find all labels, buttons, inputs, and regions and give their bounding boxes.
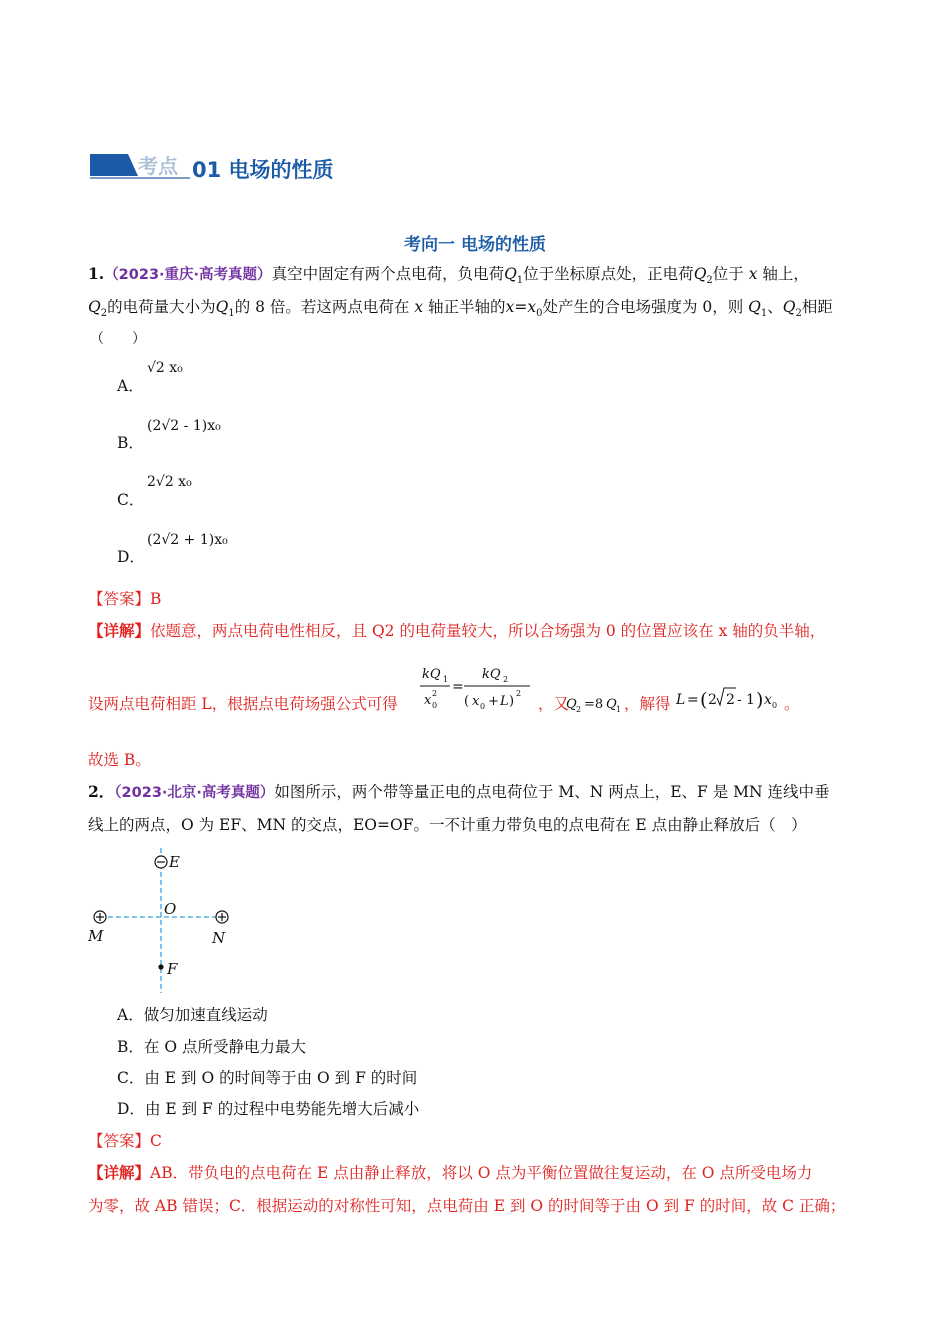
q1-detail-again: ，又	[538, 695, 570, 713]
svg-text:(: (	[700, 689, 708, 711]
q2-figure	[86, 848, 246, 994]
q2-option-d: D．由 E 到 F 的过程中电势能先增大后减小	[117, 1100, 420, 1118]
q1-conclusion: 故选 B。	[88, 751, 151, 769]
q1-option-d: D． (2√2 + 1)x₀	[117, 532, 228, 566]
negative-charge-icon	[155, 856, 167, 868]
svg-text:2: 2	[708, 692, 717, 708]
svg-text:2: 2	[726, 692, 735, 708]
q2-option-a: A．做匀加速直线运动	[117, 1006, 268, 1024]
svg-text:): )	[509, 694, 515, 709]
subsection-title: 考向一 电场的性质	[404, 235, 546, 255]
section-kaodian-label: 考点	[138, 154, 178, 178]
label-n: N	[212, 929, 226, 947]
section-title: 01 电场的性质	[192, 158, 334, 182]
svg-text:L: L	[500, 694, 509, 709]
q1-source: （2023·重庆·高考真题）	[104, 267, 272, 283]
svg-text:Q: Q	[606, 697, 617, 712]
q1-option-a-expr: √2 x₀	[147, 360, 183, 376]
q1-option-c-expr: 2√2 x₀	[147, 474, 192, 490]
q1-option-a: A． √2 x₀	[117, 360, 183, 395]
q1-detail-line2: 设两点电荷相距 L，根据点电荷场强公式可得	[88, 695, 398, 713]
svg-text:1: 1	[746, 692, 755, 708]
svg-text:Q: Q	[566, 697, 577, 712]
q1-paren: （ ）	[90, 331, 146, 347]
svg-text:+: +	[488, 694, 499, 709]
q1-option-d-expr: (2√2 + 1)x₀	[147, 532, 228, 548]
label-o: O	[164, 900, 177, 918]
q1-result-formula	[676, 684, 784, 714]
q1-line1: 1.（2023·重庆·高考真题）真空中固定有两个点电荷，负电荷$Q_1$位于坐标原点处，正电荷$Q_2$位于 x 轴上，	[88, 264, 809, 287]
svg-text:1: 1	[616, 705, 622, 714]
svg-text:2: 2	[576, 705, 582, 714]
svg-text:2: 2	[432, 689, 438, 698]
svg-text:kQ: kQ	[422, 667, 441, 682]
q2-detail-line2: 为零，故 AB 错误；C．根据运动的对称性可知，点电荷由 E 到 O 的时间等于由 O 到 F 的时间，故 C 正确；	[88, 1197, 846, 1215]
svg-text:0: 0	[432, 701, 438, 710]
q1-detail-line1: 【详解】依题意，两点电荷电性相反，且 Q2 的电荷量较大，所以合场强为 0 的位置应该在 x 轴的负半轴，	[88, 621, 826, 640]
positive-charge-n-icon	[216, 911, 228, 923]
positive-charge-m-icon	[94, 911, 106, 923]
q2-detail-line1: 【详解】AB．带负电的点电荷在 E 点由静止释放，将以 O 点为平衡位置做往复运动，在 O 点所受电场力	[88, 1163, 813, 1182]
svg-text:2: 2	[516, 689, 522, 698]
svg-text:0: 0	[480, 702, 486, 711]
svg-text:=8: =8	[584, 697, 604, 712]
q2-line2: 线上的两点，O 为 EF、MN 的交点，EO=OF。一不计重力带负电的点电荷在 E 点由静止释放后（ ）	[88, 816, 807, 834]
q2-source: （2023·北京·高考真题）	[114, 785, 275, 801]
svg-text:=: =	[452, 679, 464, 695]
svg-text:1: 1	[443, 675, 449, 684]
svg-text:2: 2	[503, 675, 509, 684]
q2-option-c: C．由 E 到 O 的时间等于由 O 到 F 的时间	[117, 1069, 418, 1087]
q2-answer: 【答案】C	[88, 1132, 162, 1150]
q1-answer: 【答案】B	[88, 590, 162, 608]
q2-line1: 2．（2023·北京·高考真题）如图所示，两个带等量正电的点电荷位于 M、N 两点上，E、F 是 MN 连线中垂	[88, 782, 830, 801]
label-e: E	[169, 853, 180, 871]
q1-line2: $Q_2$的电荷量大小为$Q_1$的 8 倍。若这两点电荷在 x 轴正半轴的$x=x_0$处产生的合电场强度为 0，则 $Q_1$、$Q_2$相距	[88, 298, 833, 320]
svg-text:L: L	[676, 692, 686, 708]
q1-detail-end: 。	[784, 695, 800, 713]
label-m: M	[88, 927, 104, 945]
svg-text:x: x	[424, 693, 432, 708]
svg-text:-: -	[737, 692, 742, 708]
q1-number: 1.	[88, 264, 105, 283]
svg-text:0: 0	[772, 701, 778, 710]
label-f: F	[167, 960, 178, 978]
svg-text:x: x	[764, 692, 772, 708]
q1-option-c: C． 2√2 x₀	[117, 474, 192, 509]
q1-option-b: B． (2√2 - 1)x₀	[117, 418, 221, 452]
svg-text:kQ: kQ	[482, 667, 501, 682]
q2-option-b: B．在 O 点所受静电力最大	[117, 1038, 306, 1056]
q1-field-formula	[418, 660, 536, 716]
svg-text:(: (	[464, 694, 470, 709]
svg-text:x: x	[472, 694, 480, 709]
point-f-dot	[158, 964, 163, 969]
svg-text:=: =	[687, 692, 699, 708]
q1-option-b-expr: (2√2 - 1)x₀	[147, 418, 221, 434]
q1-detail-solve: ，解得	[624, 695, 671, 713]
svg-text:): )	[756, 689, 764, 711]
q2-number: 2．	[88, 782, 115, 801]
